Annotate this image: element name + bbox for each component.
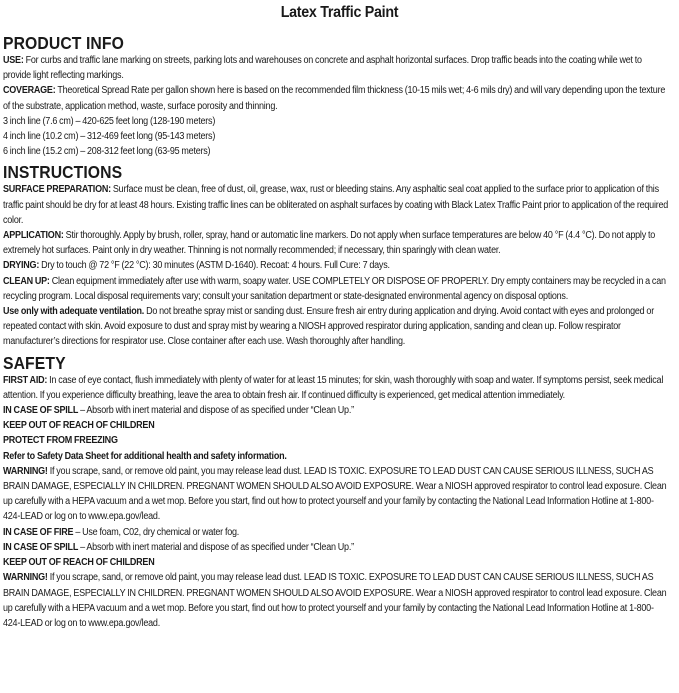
instructions-section [3,162,676,349]
document-page [0,3,679,693]
ventilation-label: Use only with adequate ventilation. [3,306,145,318]
keep-out-of-reach-2: KEEP OUT OF REACH OF CHILDREN [3,557,155,569]
cleanup-label: CLEAN UP: [3,275,50,287]
spill-text-1: – Absorb with inert material and dispose of as specified under “Clean Up.” [78,405,354,417]
spill-paragraph-1 [3,403,669,418]
spill-paragraph-2 [3,540,669,555]
use-paragraph [3,53,669,83]
cleanup-paragraph [3,274,669,304]
coverage-line-4inch: 4 inch line (10.2 cm) – 312-469 feet long (95-143 meters) [3,131,216,143]
warning-paragraph-1 [3,464,669,525]
warning-label-2: WARNING! [3,572,48,584]
warning-paragraph-2 [3,570,669,631]
spill-label-2: IN CASE OF SPILL [3,541,79,553]
application-label: APPLICATION: [3,230,64,242]
application-text: Stir thoroughly. Apply by brush, roller, spray, hand or automatic line markers. Do not apply when surface temperatures are below 40 °F (4.4 °C). Do not apply to extremely hot surfaces. Paint only in dry weather. Thinning is not normally recommended; if necessary, thin sparingly with clean water. [3,230,656,257]
coverage-line-3inch: 3 inch line (7.6 cm) – 420-625 feet long (128-190 meters) [3,115,216,127]
warning-text-1: If you scrape, sand, or remove old paint, you may release lead dust. LEAD IS TOXIC. EXPOSURE TO LEAD DUST CAN CAUSE SERIOUS ILLNESS, SUCH AS BRAIN DAMAGE, ESPECIALLY IN CHILDREN. PREGNANT WOMEN SHOULD ALSO AVOID EXPOSURE. Wear a NIOSH approved respirator to control lead exposure. Clean up carefully with a HEPA vacuum and a wet mop. Before you start, find out how to protect yourself and your family by contacting the National Lead Information Hotline at 1-800-424-LEAD or log on to www.epa.gov/lead. [3,465,667,523]
surface-prep-text: Surface must be clean, free of dust, oil, grease, wax, rust or bleeding stains. Any asphaltic seal coat applied to the surface prior to application of this traffic paint should be dry for at least 48 hours. Existing traffic lines can be obliterated on asphalt surfaces by coating with Black Latex Traffic Paint prior to application of the required color. [3,184,669,226]
use-text: For curbs and traffic lane marking on streets, parking lots and warehouses on concrete and asphalt horizontal surfaces. Drop traffic beads into the coating while wet to provide light reflecting markings. [3,55,642,82]
first-aid-label: FIRST AID: [3,374,48,386]
keep-out-of-reach-1: KEEP OUT OF REACH OF CHILDREN [3,420,155,432]
drying-paragraph [3,258,669,273]
ventilation-text: Do not breathe spray mist or sanding dust. Ensure fresh air entry during application and drying. Avoid contact with eyes and prolonged or repeated contact with skin. Avoid exposure to dust and spray mist by wearing a NIOSH approved respirator during application, sanding and clean up. Follow respirator manufacturer’s directions for respirator use. Close container after each use. Wash thoroughly after handling. [3,306,654,348]
safety-section [3,353,676,631]
warning-text-2: If you scrape, sand, or remove old paint, you may release lead dust. LEAD IS TOXIC. EXPOSURE TO LEAD DUST CAN CAUSE SERIOUS ILLNESS, SUCH AS BRAIN DAMAGE, ESPECIALLY IN CHILDREN. PREGNANT WOMEN SHOULD ALSO AVOID EXPOSURE. Wear a NIOSH approved respirator to control lead exposure. Clean up carefully with a HEPA vacuum and a wet mop. Before you start, find out how to protect yourself and your family by contacting the National Lead Information Hotline at 1-800-424-LEAD or log on to www.epa.gov/lead. [3,572,667,629]
document-title: Latex Traffic Paint [280,4,399,21]
ventilation-paragraph [3,304,669,350]
first-aid-paragraph [3,373,669,403]
drying-text: Dry to touch @ 72 °F (22 °C): 30 minutes (ASTM D-1640). Recoat: 4 hours. Full Cure: 7 days. [39,260,390,272]
first-aid-text: In case of eye contact, flush immediately with plenty of water for at least 15 minutes; for skin, wash thoroughly with soap and water. If symptoms persist, seek medical attention. If you experience difficulty breathing, leave the area to obtain fresh air. If continued difficulty is experienced, get medical attention immediately. [3,374,664,401]
coverage-label: COVERAGE: [3,85,56,97]
coverage-text: Theoretical Spread Rate per gallon shown here is based on the recommended film thickness (10-15 mils wet; 4-6 mils dry) and will vary depending upon the texture of the substrate, application method, waste, surface porosity and thinning. [3,85,666,112]
application-paragraph [3,228,669,258]
protect-from-freezing: PROTECT FROM FREEZING [3,435,118,447]
fire-text: – Use foam, C02, dry chemical or water fog. [73,526,240,538]
product-info-section [3,33,676,159]
safety-heading: SAFETY [3,352,66,373]
use-label: USE: [3,55,24,66]
coverage-paragraph [3,83,669,113]
warning-label-1: WARNING! [3,465,48,477]
cleanup-text: Clean equipment immediately after use with warm, soapy water. USE COMPLETELY OR DISPOSE OF PROPERLY. Dry empty containers may be recycled in a can recycling program. Local disposal requirements vary; consult your sanitation department or state-designated environmental agency on disposal options. [3,275,666,302]
fire-paragraph [3,525,669,540]
surface-prep-label: SURFACE PREPARATION: [3,184,111,196]
drying-label: DRYING: [3,260,40,272]
instructions-heading: INSTRUCTIONS [3,162,123,183]
surface-prep-paragraph [3,182,669,228]
product-info-heading: PRODUCT INFO [3,33,124,53]
coverage-line-6inch: 6 inch line (15.2 cm) – 208-312 feet long (63-95 meters) [3,146,211,158]
refer-to-sds: Refer to Safety Data Sheet for additional health and safety information. [3,450,287,462]
spill-text-2: – Absorb with inert material and dispose of as specified under “Clean Up.” [78,541,354,553]
fire-label: IN CASE OF FIRE [3,526,74,538]
spill-label-1: IN CASE OF SPILL [3,405,79,417]
